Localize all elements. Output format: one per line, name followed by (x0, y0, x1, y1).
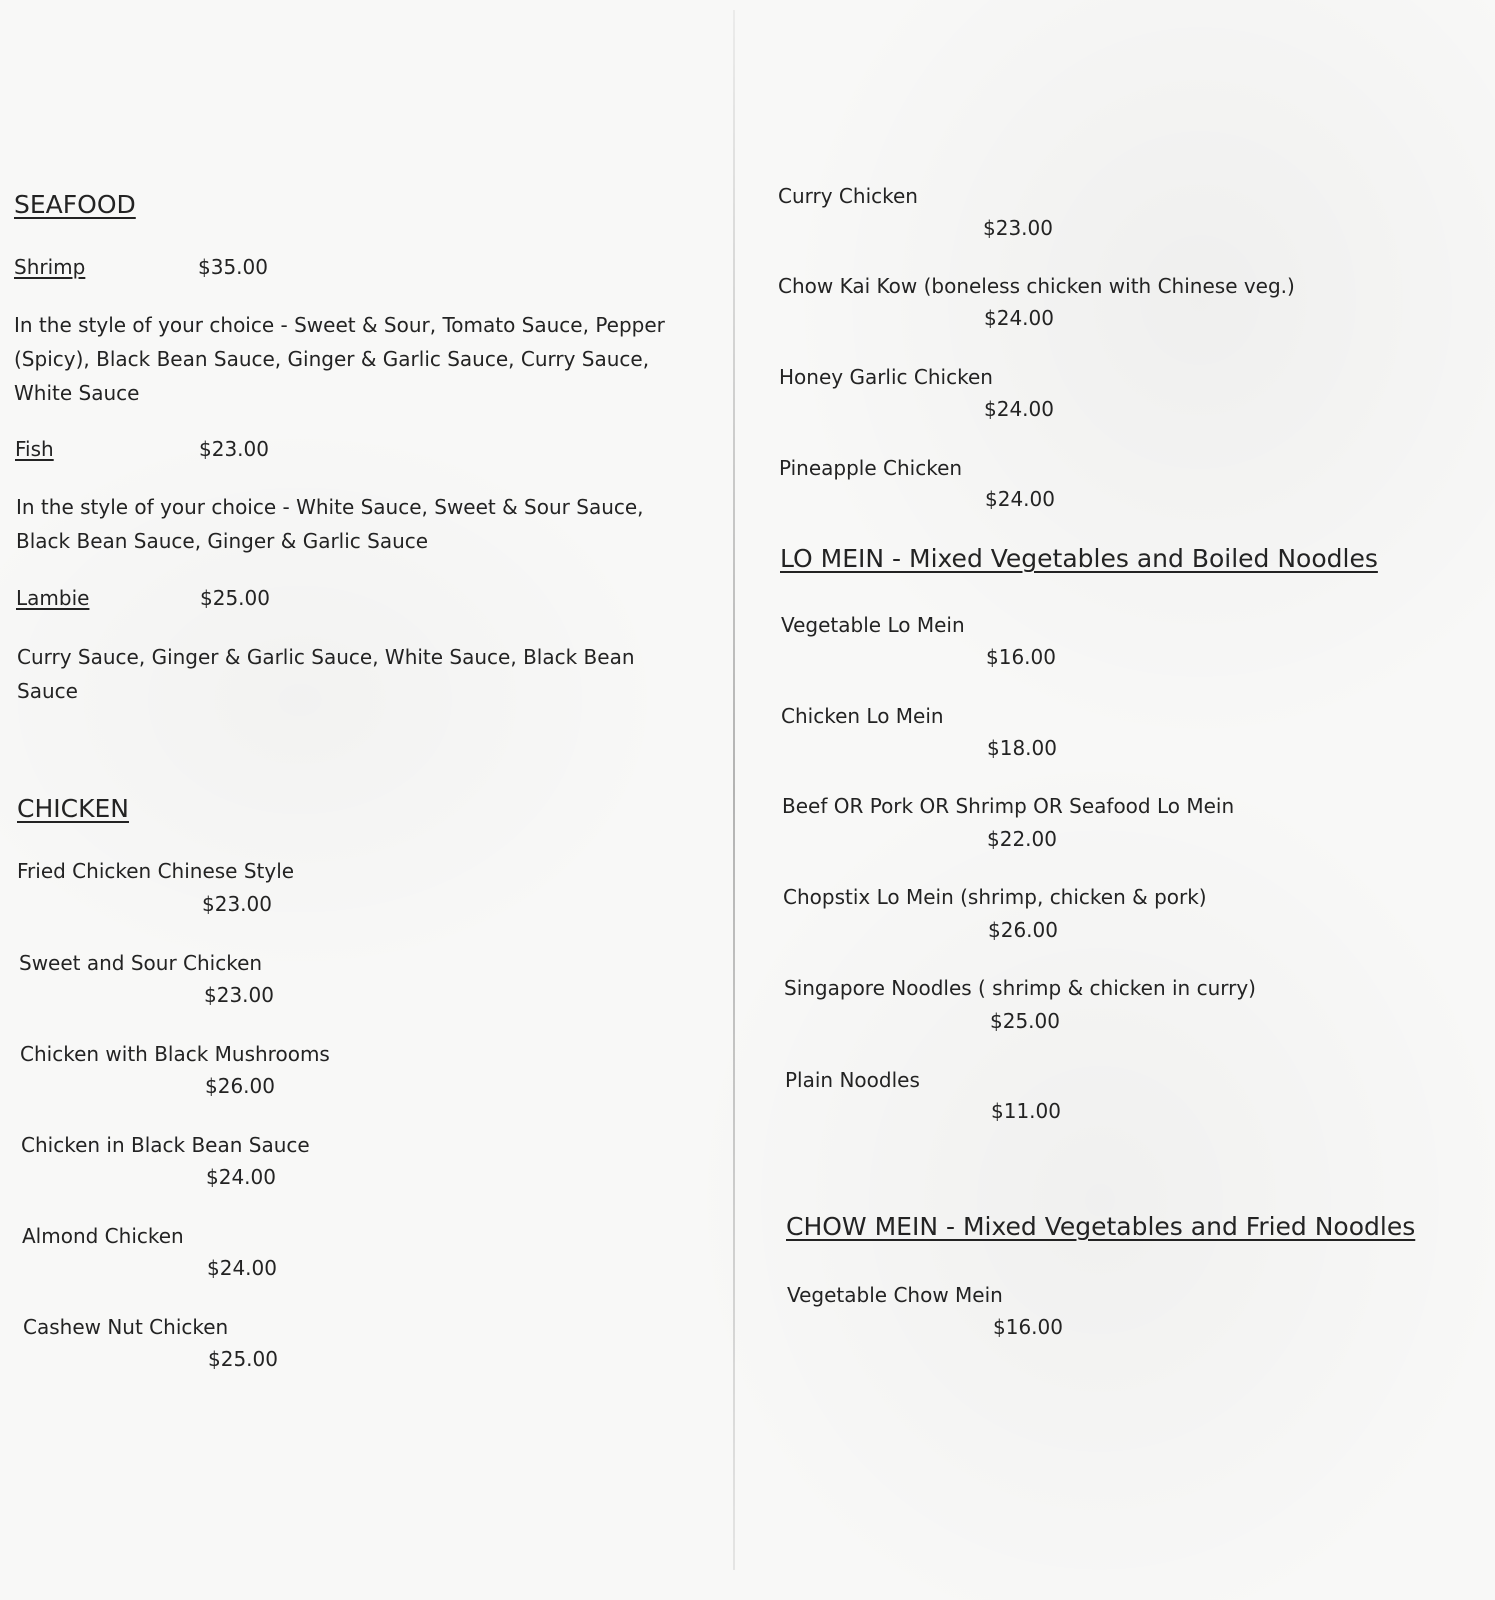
chicken-item-price: $23.00 (983, 216, 1053, 240)
chicken-item-price: $26.00 (205, 1074, 275, 1098)
seafood-item-name: Shrimp (14, 255, 86, 279)
chicken-item-price: $23.00 (204, 983, 274, 1007)
page-fold (733, 10, 735, 1570)
chicken-item-name: Curry Chicken (778, 184, 918, 208)
chicken-item-price: $25.00 (208, 1347, 278, 1371)
seafood-item-description: Curry Sauce, Ginger & Garlic Sauce, White Sauce, Black Bean Sauce (17, 645, 635, 703)
chicken-item-name: Pineapple Chicken (779, 456, 963, 480)
chicken-item-price: $24.00 (984, 397, 1054, 421)
chicken-item-name: Chow Kai Kow (boneless chicken with Chinese veg.) (778, 274, 1295, 298)
lo-mein-item-name: Beef OR Pork OR Shrimp OR Seafood Lo Mein (782, 794, 1235, 818)
lo-mein-item-price: $18.00 (987, 736, 1057, 760)
lo-mein-item-price: $16.00 (986, 645, 1056, 669)
lo-mein-item-price: $22.00 (987, 827, 1057, 851)
chow-mein-item-price: $16.00 (993, 1315, 1063, 1339)
chicken-item-price: $24.00 (985, 487, 1055, 511)
seafood-item-price: $35.00 (198, 255, 268, 279)
chicken-item-price: $24.00 (984, 306, 1054, 330)
seafood-item-description: In the style of your choice - Sweet & Sour, Tomato Sauce, Pepper (Spicy), Black Bean Sauce, Ginger & Garlic Sauce, Curry Sauce, White Sauce (14, 313, 665, 405)
lo-mein-item-name: Chopstix Lo Mein (shrimp, chicken & pork) (783, 885, 1207, 909)
chicken-heading: CHICKEN (17, 794, 129, 823)
lo-mein-item-name: Plain Noodles (785, 1068, 920, 1092)
seafood-heading: SEAFOOD (14, 190, 136, 219)
chicken-item-name: Chicken in Black Bean Sauce (21, 1133, 310, 1157)
chicken-item-price: $24.00 (206, 1165, 276, 1189)
lo-mein-item-price: $25.00 (990, 1009, 1060, 1033)
chicken-item-name: Sweet and Sour Chicken (19, 951, 263, 975)
chicken-item-name: Fried Chicken Chinese Style (17, 859, 295, 883)
seafood-item-price: $23.00 (199, 437, 269, 461)
chicken-item-name: Cashew Nut Chicken (23, 1315, 229, 1339)
chow-mein-item-name: Vegetable Chow Mein (787, 1283, 1003, 1307)
seafood-item-name: Fish (15, 437, 54, 461)
chicken-item-name: Almond Chicken (22, 1224, 184, 1248)
lo-mein-heading: LO MEIN - Mixed Vegetables and Boiled Noodles (780, 544, 1378, 573)
lo-mein-item-name: Singapore Noodles ( shrimp & chicken in curry) (784, 976, 1256, 1000)
chicken-item-name: Honey Garlic Chicken (779, 365, 993, 389)
chow-mein-heading: CHOW MEIN - Mixed Vegetables and Fried Noodles (786, 1212, 1416, 1241)
lo-mein-item-price: $26.00 (988, 918, 1058, 942)
seafood-item-name: Lambie (16, 586, 90, 610)
chicken-item-price: $24.00 (207, 1256, 277, 1280)
lo-mein-item-name: Vegetable Lo Mein (781, 613, 965, 637)
seafood-item-description: In the style of your choice - White Sauce, Sweet & Sour Sauce, Black Bean Sauce, Ginger & Garlic Sauce (16, 495, 644, 553)
lo-mein-item-name: Chicken Lo Mein (781, 704, 944, 728)
seafood-item-price: $25.00 (200, 586, 270, 610)
chicken-item-name: Chicken with Black Mushrooms (20, 1042, 330, 1066)
chicken-item-price: $23.00 (202, 892, 272, 916)
lo-mein-item-price: $11.00 (991, 1099, 1061, 1123)
